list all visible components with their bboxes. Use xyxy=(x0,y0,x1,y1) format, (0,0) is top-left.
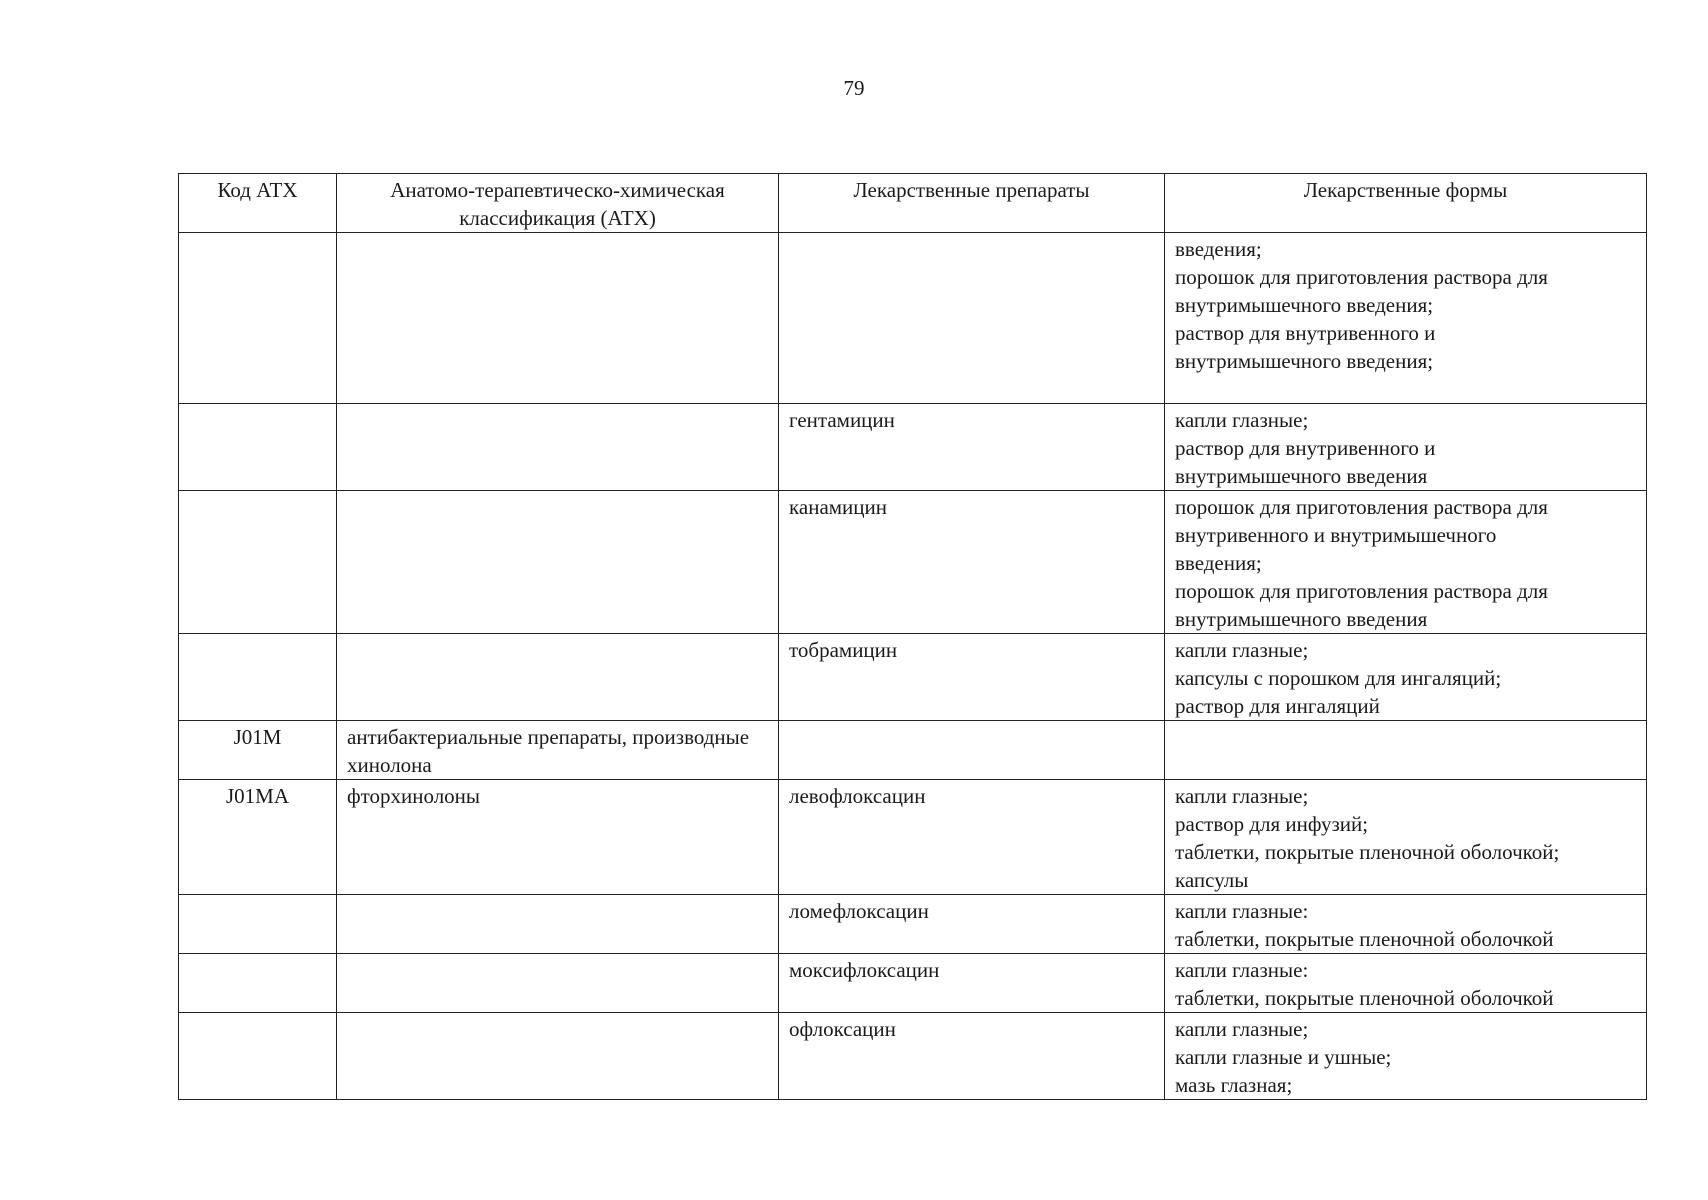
table-row xyxy=(179,721,1647,780)
dosage-form-line: внутримышечного введения xyxy=(1175,607,1428,631)
dosage-form-line: порошок для приготовления раствора для xyxy=(1175,579,1548,603)
page-number: 79 xyxy=(843,76,865,100)
cell-atc-code: J01MA xyxy=(179,780,337,895)
cell-atc-code xyxy=(179,233,337,404)
dosage-form-line: порошок для приготовления раствора для xyxy=(1175,495,1548,519)
dosage-form-line: таблетки, покрытые пленочной оболочкой xyxy=(1175,927,1554,951)
dosage-form-line: таблетки, покрытые пленочной оболочкой xyxy=(1175,986,1554,1010)
header-dosage-forms: Лекарственные формы xyxy=(1165,174,1647,233)
cell-atc-code: J01M xyxy=(179,721,337,780)
cell-drug-name xyxy=(779,233,1165,404)
dosage-form-line: капли глазные; xyxy=(1175,638,1309,662)
cell-drug-name: тобрамицин xyxy=(779,634,1165,721)
cell-atc-classification xyxy=(337,1013,779,1100)
dosage-form-line: капсулы xyxy=(1175,868,1249,892)
cell-atc-classification xyxy=(337,634,779,721)
dosage-form-line: раствор для внутривенного и xyxy=(1175,321,1436,345)
header-atc-classification: Анатомо-терапевтическо-химическая классификация (АТХ) xyxy=(337,174,779,233)
cell-dosage-forms xyxy=(1165,634,1647,721)
cell-atc-classification: фторхинолоны xyxy=(337,780,779,895)
table-row xyxy=(179,895,1647,954)
header-drugs: Лекарственные препараты xyxy=(779,174,1165,233)
cell-atc-code xyxy=(179,895,337,954)
cell-atc-code xyxy=(179,404,337,491)
cell-atc-classification: антибактериальные препараты, производные хинолона xyxy=(337,721,779,780)
table-body xyxy=(179,233,1647,1100)
cell-drug-name: офлоксацин xyxy=(779,1013,1165,1100)
cell-dosage-forms xyxy=(1165,491,1647,634)
table-row xyxy=(179,404,1647,491)
cell-atc-classification xyxy=(337,954,779,1013)
dosage-form-line: капли глазные: xyxy=(1175,958,1309,982)
cell-atc-classification xyxy=(337,233,779,404)
dosage-form-line: внутримышечного введения; xyxy=(1175,293,1434,317)
cell-drug-name: ломефлоксацин xyxy=(779,895,1165,954)
table-header-row xyxy=(179,174,1647,233)
cell-atc-classification xyxy=(337,895,779,954)
table-row xyxy=(179,233,1647,404)
atc-table xyxy=(178,173,1647,1100)
cell-drug-name: моксифлоксацин xyxy=(779,954,1165,1013)
cell-atc-code xyxy=(179,954,337,1013)
dosage-form-line: капли глазные; xyxy=(1175,1017,1309,1041)
cell-dosage-forms xyxy=(1165,404,1647,491)
cell-dosage-forms xyxy=(1165,954,1647,1013)
table-row xyxy=(179,1013,1647,1100)
dosage-form-line: внутримышечного введения; xyxy=(1175,349,1434,373)
cell-drug-name: левофлоксацин xyxy=(779,780,1165,895)
cell-dosage-forms xyxy=(1165,895,1647,954)
cell-atc-code xyxy=(179,1013,337,1100)
dosage-form-line: раствор для внутривенного и xyxy=(1175,436,1436,460)
dosage-form-line: введения; xyxy=(1175,551,1262,575)
dosage-form-line: введения; xyxy=(1175,237,1262,261)
cell-drug-name: гентамицин xyxy=(779,404,1165,491)
dosage-form-line: капли глазные и ушные; xyxy=(1175,1045,1392,1069)
dosage-form-line: капли глазные; xyxy=(1175,408,1309,432)
cell-atc-classification xyxy=(337,404,779,491)
cell-drug-name xyxy=(779,721,1165,780)
cell-dosage-forms xyxy=(1165,780,1647,895)
table-row xyxy=(179,634,1647,721)
dosage-form-line: внутримышечного введения xyxy=(1175,464,1428,488)
dosage-form-line: капли глазные: xyxy=(1175,899,1309,923)
cell-atc-classification xyxy=(337,491,779,634)
cell-atc-code xyxy=(179,491,337,634)
dosage-form-line: капсулы с порошком для ингаляций; xyxy=(1175,666,1502,690)
dosage-form-line: раствор для ингаляций xyxy=(1175,694,1380,718)
table-row xyxy=(179,954,1647,1013)
header-atc-code: Код АТХ xyxy=(179,174,337,233)
cell-dosage-forms xyxy=(1165,1013,1647,1100)
table-row xyxy=(179,780,1647,895)
dosage-form-line: мазь глазная; xyxy=(1175,1073,1293,1097)
cell-atc-code xyxy=(179,634,337,721)
cell-dosage-forms xyxy=(1165,233,1647,404)
table-row xyxy=(179,491,1647,634)
dosage-form-line: капли глазные; xyxy=(1175,784,1309,808)
dosage-form-line: таблетки, покрытые пленочной оболочкой; xyxy=(1175,840,1560,864)
dosage-form-line: порошок для приготовления раствора для xyxy=(1175,265,1548,289)
cell-drug-name: канамицин xyxy=(779,491,1165,634)
dosage-form-line: внутривенного и внутримышечного xyxy=(1175,523,1497,547)
cell-dosage-forms xyxy=(1165,721,1647,780)
dosage-form-line: раствор для инфузий; xyxy=(1175,812,1369,836)
